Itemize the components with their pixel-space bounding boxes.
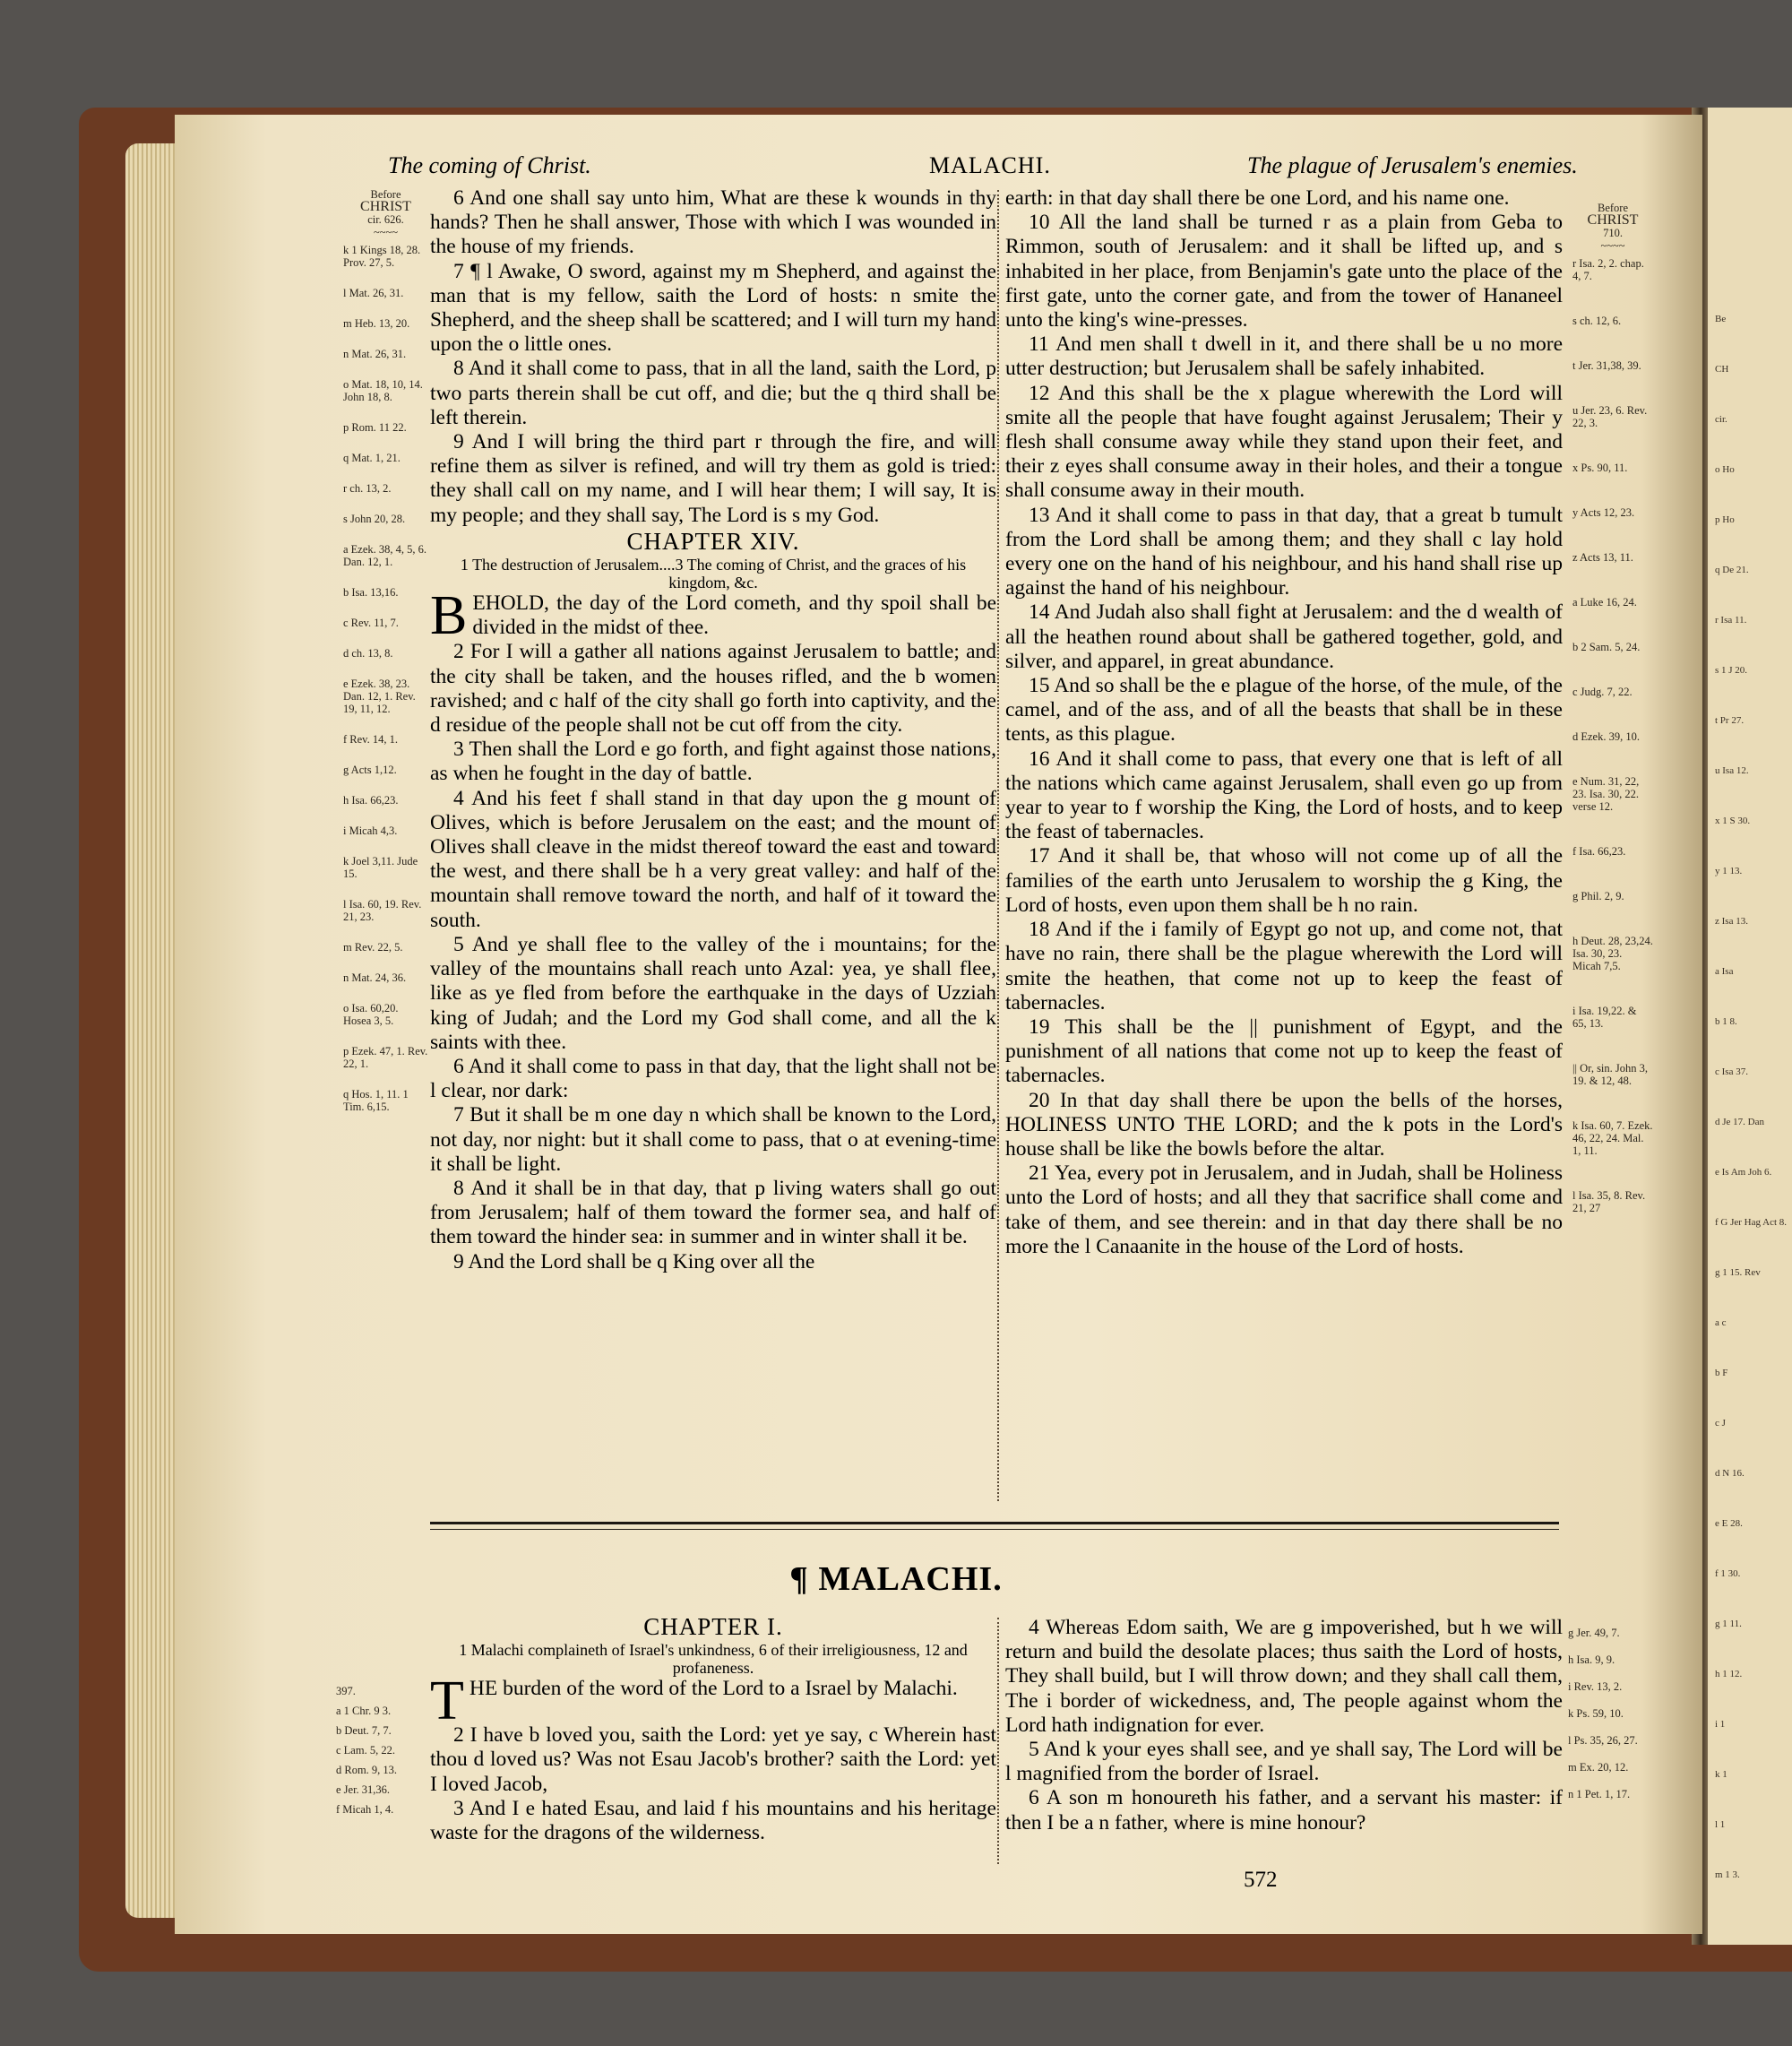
next-page-note: s 1 J 20. — [1715, 665, 1748, 676]
cross-reference-note: i Isa. 19,22. & 65, 13. — [1572, 1005, 1637, 1030]
verse-paragraph: 2 For I will a gather all nations against Jerusalem to battle; and the city shall be taken, and the houses rifled, and the b women ravished; and c half of the city shall go forth into captivity, and the d residue of the people shall not be cut off from the city. — [430, 640, 996, 738]
next-page-note: b 1 8. — [1715, 1016, 1737, 1027]
verse-paragraph: 17 And it shall be, that whoso will not come up of all the families of the earth unto Jerusalem to worship the g King, the Lord of hosts, even upon them shall be h no rain. — [1005, 844, 1563, 917]
next-page-note: u Isa 12. — [1715, 765, 1749, 776]
chapter-title: CHAPTER XIV. — [626, 527, 800, 555]
verse-paragraph: 4 And his feet f shall stand in that day upon the g mount of Olives, which is before Jerusalem on the east; and the mount of Olives shall cleave in the midst thereof toward the east and toward the west, and there shall be h a very great valley: and half of the mountain shall remove toward the north, and half of it toward the south. — [430, 786, 996, 932]
first-verse — [430, 1670, 996, 1732]
next-page-note: a c — [1715, 1317, 1727, 1328]
cross-reference-note: b Isa. 13,16. — [343, 586, 399, 599]
cross-reference-note: q Mat. 1, 21. — [343, 452, 401, 464]
verse-paragraph: 15 And so shall be the e plague of the horse, of the mule, of the camel, and of the ass, and of all the beasts that shall be in these tents, as this plague. — [1005, 674, 1563, 747]
chapter-title: CHAPTER I. — [643, 1613, 783, 1640]
cross-reference-note: e Jer. 31,36. — [336, 1783, 391, 1796]
cross-reference-note: m Heb. 13, 20. — [343, 317, 410, 330]
cross-reference-note: r Isa. 2, 2. chap. 4, 7. — [1572, 257, 1644, 282]
next-page-note: x 1 S 30. — [1715, 816, 1751, 826]
left-column — [430, 186, 996, 1274]
cross-reference-note: e Ezek. 38, 23. Dan. 12, 1. Rev. 19, 11, 12. — [343, 678, 416, 715]
cross-reference-note: h Isa. 66,23. — [343, 794, 399, 807]
cross-reference-note: f Rev. 14, 1. — [343, 733, 398, 746]
first-verse-text: EHOLD, the day of the Lord cometh, and thy spoil shall be divided in the midst of thee. — [472, 591, 996, 640]
dropcap: T — [430, 1670, 464, 1732]
cross-reference-note: m Rev. 22, 5. — [343, 941, 403, 954]
cross-reference-note: c Lam. 5, 22. — [336, 1744, 395, 1757]
cross-reference-note: o Isa. 60,20. Hosea 3, 5. — [343, 1002, 399, 1027]
cross-reference-note: x Ps. 90, 11. — [1572, 462, 1628, 474]
cross-reference-note: p Rom. 11 22. — [343, 421, 407, 434]
cross-reference-note: y Acts 12, 23. — [1572, 506, 1635, 519]
cross-reference-note: l Isa. 35, 8. Rev. 21, 27 — [1572, 1189, 1646, 1214]
bottom-left-column — [430, 1613, 996, 1845]
cross-reference-note: d ch. 13, 8. — [343, 647, 393, 660]
header-right: The plague of Jerusalem's enemies. — [1247, 152, 1578, 178]
margin-right-bottom — [1568, 1627, 1653, 1815]
cross-reference-note: l Ps. 35, 26, 27. — [1568, 1734, 1638, 1747]
next-page-note: o Ho — [1715, 464, 1735, 475]
verse-paragraph: earth: in that day shall there be one Lord, and his name one. — [1005, 186, 1510, 210]
cross-reference-note: e Num. 31, 22, 23. Isa. 30, 22. verse 12. — [1572, 775, 1640, 813]
cross-reference-note: m Ex. 20, 12. — [1568, 1761, 1629, 1774]
next-page-note: y 1 13. — [1715, 866, 1743, 876]
cross-reference-note: z Acts 13, 11. — [1572, 551, 1633, 564]
verse-paragraph: 2 I have b loved you, saith the Lord: yet ye say, c Wherein hast thou d loved us? Was not Esau Jacob's brother? saith the Lord: yet I loved Jacob, — [430, 1723, 996, 1796]
before-christ-label: Before — [370, 188, 401, 201]
verse-paragraph: 10 All the land shall be turned r as a plain from Geba to Rimmon, south of Jerusalem: and it shall be lifted up, and s inhabited in her place, from Benjamin's gate unto the place of the first gate, unto the corner gate, and from the tower of Hananeel unto the king's wine-presses. — [1005, 211, 1563, 332]
next-page-note: k 1 — [1715, 1769, 1727, 1780]
next-page-note: m 1 3. — [1715, 1869, 1740, 1880]
next-page-note: d Je 17. Dan — [1715, 1117, 1764, 1127]
cross-reference-note: f Micah 1, 4. — [336, 1803, 394, 1816]
next-page-note: f 1 30. — [1715, 1568, 1741, 1579]
verse-paragraph: 8 And it shall come to pass, that in all the land, saith the Lord, p two parts therein shall be cut off, and die; but the q third shall be left therein. — [430, 357, 996, 429]
cross-reference-note: h Deut. 28, 23,24. Isa. 30, 23. Micah 7,5. — [1572, 935, 1653, 972]
cross-reference-note: a 1 Chr. 9 3. — [336, 1705, 392, 1717]
column-divider — [997, 1618, 999, 1864]
verse-paragraph: 3 And I e hated Esau, and laid f his mountains and his heritage waste for the dragons of the wilderness. — [430, 1796, 996, 1845]
margin-left-bottom — [336, 1685, 426, 1823]
cross-reference-note: u Jer. 23, 6. Rev. 22, 3. — [1572, 404, 1648, 429]
before-christ-year: cir. 626. — [367, 213, 404, 226]
next-page-note: r Isa 11. — [1715, 615, 1747, 626]
cross-reference-note: f Isa. 66,23. — [1572, 845, 1626, 858]
next-page-note: h 1 12. — [1715, 1669, 1743, 1679]
header-left: The coming of Christ. — [388, 152, 591, 178]
verse-paragraph: 14 And Judah also shall fight at Jerusalem: and the d wealth of all the heathen round about shall be gathered together, gold, and silver, and apparel, in great abundance. — [1005, 600, 1563, 673]
verse-paragraph: 21 Yea, every pot in Jerusalem, and in Judah, shall be Holiness unto the Lord of hosts; and all they that sacrifice shall come and take of them, and see therein: and in that day there shall be no more the l Canaanite in the house of the Lord of hosts. — [1005, 1161, 1563, 1258]
next-page-note: g 1 15. Rev — [1715, 1267, 1761, 1278]
next-page-note: Be — [1715, 314, 1727, 324]
next-page-note: c Isa 37. — [1715, 1066, 1748, 1077]
verse-paragraph: 6 And it shall come to pass in that day, that the light shall not be l clear, nor dark: — [430, 1054, 996, 1103]
verse-paragraph: 16 And it shall come to pass, that every one that is left of all the nations which came against Jerusalem, shall even go up from year to year to f worship the King, the Lord of hosts, and to keep the feast of tabernacles. — [1005, 747, 1563, 844]
verse-paragraph: 4 Whereas Edom saith, We are g impoverished, but h we will return and build the desolate places; thus saith the Lord of hosts, They shall build, but I will throw down; and they shall call them, The i border of wickedness, and, The people against whom the Lord hath indignation for ever. — [1005, 1616, 1563, 1737]
cross-reference-note: n Mat. 26, 31. — [343, 348, 407, 360]
cross-reference-note: o Mat. 18, 10, 14. John 18, 8. — [343, 378, 423, 403]
before-christ-label: CHRIST — [1587, 212, 1639, 228]
verse-paragraph: 9 And the Lord shall be q King over all the — [453, 1249, 815, 1273]
verse-paragraph: 5 And k your eyes shall see, and ye shall say, The Lord will be l magnified from the border of Israel. — [1005, 1738, 1563, 1786]
next-page-note: z Isa 13. — [1715, 916, 1748, 927]
dropcap: B — [430, 585, 468, 647]
before-christ-year: 710. — [1603, 227, 1623, 239]
cross-reference-note: i Micah 4,3. — [343, 824, 398, 837]
next-page-note: p Ho — [1715, 514, 1735, 525]
verse-paragraph: 6 And one shall say unto him, What are these k wounds in thy hands? Then he shall answer, Those with which I was wounded in the house of my friends. — [430, 186, 996, 259]
next-page-note: f G Jer Hag Act 8. — [1715, 1217, 1788, 1228]
cross-reference-note: c Judg. 7, 22. — [1572, 686, 1633, 698]
bottom-right-column — [1005, 1616, 1563, 1835]
cross-reference-note: 397. — [336, 1685, 356, 1697]
cross-reference-note: a Ezek. 38, 4, 5, 6. Dan. 12, 1. — [343, 543, 427, 568]
next-page-note: t Pr 27. — [1715, 715, 1745, 726]
next-page-note: e Is Am Joh 6. — [1715, 1167, 1772, 1178]
next-page-note: d N 16. — [1715, 1468, 1745, 1479]
margin-left-top: Before CHRIST cir. 626. ~~~~ k 1 Kings 18, 28. Prov. 27, 5. l Mat. 26, 31. m Heb. 13, 20. n Mat. 26, 31. o Mat. 18, 10, 14. John 18, 8. p Rom. 11 22. q Mat. 1, 21. r ch. 13, 2. s John 20, 28. a Ezek. 38, 4, 5, 6. Dan. 12, 1. b Isa. 13,16. c Rev. 11, 7. d ch. 13, 8. e Ezek. 38, 23. Dan. 12, 1. Rev. 19, 11, 12. f Rev. 14, 1. g Acts 1,12. h Isa. 66,23. i Micah 4,3. k Joel 3,11. Jude 15. l Isa. 60, 19. Rev. 21, 23. m Rev. 22, 5. n Mat. 24, 36. o Isa. 60,20. Hosea 3, 5. p Ezek. 47, 1. Rev. 22, 1. q Hos. 1, 11. 1 Tim. 6,15. — [343, 188, 428, 1113]
verse-paragraph: 19 This shall be the || punishment of Egypt, and the punishment of all nations that come not up to keep the feast of tabernacles. — [1005, 1014, 1563, 1088]
verse-paragraph: 9 And I will bring the third part r through the fire, and will refine them as silver is refined, and will try them as gold is tried: they shall call on my name, and I will hear them; I will say, It is my people; and they shall say, The Lord is s my God. — [430, 430, 996, 527]
next-page-note: CH — [1715, 364, 1729, 375]
chapter-summary: 1 The destruction of Jerusalem....3 The coming of Christ, and the graces of his kingdom, &c. — [460, 556, 967, 592]
first-verse-text: HE burden of the word of the Lord to a Israel by Malachi. — [469, 1677, 958, 1701]
header-center: MALACHI. — [929, 152, 1051, 178]
cross-reference-note: k 1 Kings 18, 28. Prov. 27, 5. — [343, 244, 421, 269]
section-rule — [430, 1522, 1559, 1530]
cross-reference-note: k Ps. 59, 10. — [1568, 1707, 1624, 1720]
verse-paragraph: 12 And this shall be the x plague wherewith the Lord will smite all the people that have fought against Jerusalem; Their y flesh shall consume away while they stand upon their feet, and their z eyes shall consume away in their holes, and their a tongue shall consume away in their mouth. — [1005, 381, 1563, 503]
cross-reference-note: c Rev. 11, 7. — [343, 617, 399, 629]
cross-reference-note: n 1 Pet. 1, 17. — [1568, 1788, 1631, 1800]
cross-reference-note: t Jer. 31,38, 39. — [1572, 359, 1641, 372]
verse-paragraph: 11 And men shall t dwell in it, and there shall be u no more utter destruction; but Jerusalem shall be safely inhabited. — [1005, 332, 1563, 381]
cross-reference-note: g Phil. 2, 9. — [1572, 890, 1624, 902]
right-column — [1005, 186, 1563, 1259]
cross-reference-note: r ch. 13, 2. — [343, 482, 392, 495]
next-page-note: g 1 11. — [1715, 1619, 1742, 1629]
next-page-note: b F — [1715, 1368, 1728, 1378]
next-page-note: q De 21. — [1715, 565, 1749, 575]
verse-paragraph: 13 And it shall come to pass in that day, that a great b tumult from the Lord shall be among them; and they shall c lay hold every one on the hand of his neighbour, and his hand shall rise up against the hand of his neighbour. — [1005, 503, 1563, 600]
cross-reference-note: l Mat. 26, 31. — [343, 287, 404, 299]
cross-reference-note: || Or, sin. John 3, 19. & 12, 48. — [1572, 1062, 1649, 1087]
verse-paragraph: 18 And if the i family of Egypt go not up, and come not, that have no rain, there shall be the plague wherewith the Lord will smite the heathen, that come not up to keep the feast of tabernacles. — [1005, 918, 1563, 1014]
cross-reference-note: i Rev. 13, 2. — [1568, 1680, 1623, 1693]
next-page-note: a Isa — [1715, 966, 1734, 977]
cross-reference-note: h Isa. 9, 9. — [1568, 1653, 1615, 1666]
cross-reference-note: a Luke 16, 24. — [1572, 596, 1637, 609]
first-verse — [430, 585, 996, 647]
cross-reference-note: l Isa. 60, 19. Rev. 21, 23. — [343, 898, 422, 923]
verse-paragraph: 8 And it shall be in that day, that p living waters shall go out from Jerusalem; half of them toward the former sea, and half of them toward the hinder sea: in summer and in winter shall it be. — [430, 1176, 996, 1249]
verse-paragraph: 7 But it shall be m one day n which shall be known to the Lord, not day, nor night: but it shall come to pass, that o at evening-time it shall be light. — [430, 1103, 996, 1176]
cross-reference-note: n Mat. 24, 36. — [343, 971, 407, 984]
cross-reference-note: k Joel 3,11. Jude 15. — [343, 855, 418, 880]
cross-reference-note: g Jer. 49, 7. — [1568, 1627, 1620, 1639]
cross-reference-note: d Rom. 9, 13. — [336, 1764, 398, 1776]
cross-reference-note: d Ezek. 39, 10. — [1572, 730, 1640, 743]
next-page-note: i 1 — [1715, 1719, 1726, 1730]
next-page-fragment — [1708, 108, 1792, 1945]
cross-reference-note: q Hos. 1, 11. 1 Tim. 6,15. — [343, 1088, 409, 1113]
column-divider — [997, 190, 999, 1501]
chapter-summary: 1 Malachi complaineth of Israel's unkindness, 6 of their irreligiousness, 12 and profaneness. — [459, 1641, 968, 1678]
verse-paragraph: 5 And ye shall flee to the valley of the i mountains; for the valley of the mountains shall reach unto Azal: yea, ye shall flee, like as ye fled from before the earthquake in the days of Uzziah king of Judah; and the Lord my God shall come, and all the k saints with thee. — [430, 932, 996, 1054]
margin-right-top: Before CHRIST 710. ~~~~ r Isa. 2, 2. chap. 4, 7. s ch. 12, 6. t Jer. 31,38, 39. u Jer. 23, 6. Rev. 22, 3. x Ps. 90, 11. y Acts 12, 23. z Acts 13, 11. a Luke 16, 24. b 2 Sam. 5, 24. c Judg. 7, 22. d Ezek. 39, 10. e Num. 31, 22, 23. Isa. 30, 22. verse 12. f Isa. 66,23. g Phil. 2, 9. h Deut. 28, 23,24. Isa. 30, 23. Micah 7,5. i Isa. 19,22. & 65, 13. || Or, sin. John 3, 19. & 12, 48. k Isa. 60, 7. Ezek. 46, 22, 24. Mal. 1, 11. l Isa. 35, 8. Rev. 21, 27 — [1572, 202, 1653, 1214]
verse-paragraph: 3 Then shall the Lord e go forth, and fight against those nations, as when he fought in the day of battle. — [430, 738, 996, 786]
cross-reference-note: s ch. 12, 6. — [1572, 315, 1622, 327]
page-number: 572 — [1244, 1868, 1278, 1892]
next-page-note: e E 28. — [1715, 1518, 1743, 1529]
book-title: ¶ MALACHI. — [789, 1560, 1003, 1598]
cross-reference-note: b Deut. 7, 7. — [336, 1724, 392, 1737]
verse-paragraph: 6 A son m honoureth his father, and a servant his master: if then I be a n father, where is mine honour? — [1005, 1786, 1563, 1834]
before-christ-label: Before — [1597, 202, 1628, 214]
next-page-note: l 1 — [1715, 1819, 1726, 1830]
cross-reference-note: g Acts 1,12. — [343, 764, 397, 776]
next-page-note: cir. — [1715, 414, 1727, 425]
cross-reference-note: k Isa. 60, 7. Ezek. 46, 22, 24. Mal. 1, 11. — [1572, 1119, 1653, 1157]
verse-paragraph: 20 In that day shall there be upon the bells of the horses, HOLINESS UNTO THE LORD; and the k pots in the Lord's house shall be like the bowls before the altar. — [1005, 1088, 1563, 1161]
before-christ-label: CHRIST — [360, 199, 411, 214]
next-page-note: c J — [1715, 1418, 1726, 1429]
verse-paragraph: 7 ¶ l Awake, O sword, against my m Shepherd, and against the man that is my fellow, saith the Lord of hosts: n smite the Shepherd, and the sheep shall be scattered; and I will turn my hand upon the o little ones. — [430, 259, 996, 357]
cross-reference-note: s John 20, 28. — [343, 513, 406, 525]
cross-reference-note: p Ezek. 47, 1. Rev. 22, 1. — [343, 1045, 428, 1070]
cross-reference-note: b 2 Sam. 5, 24. — [1572, 641, 1641, 653]
